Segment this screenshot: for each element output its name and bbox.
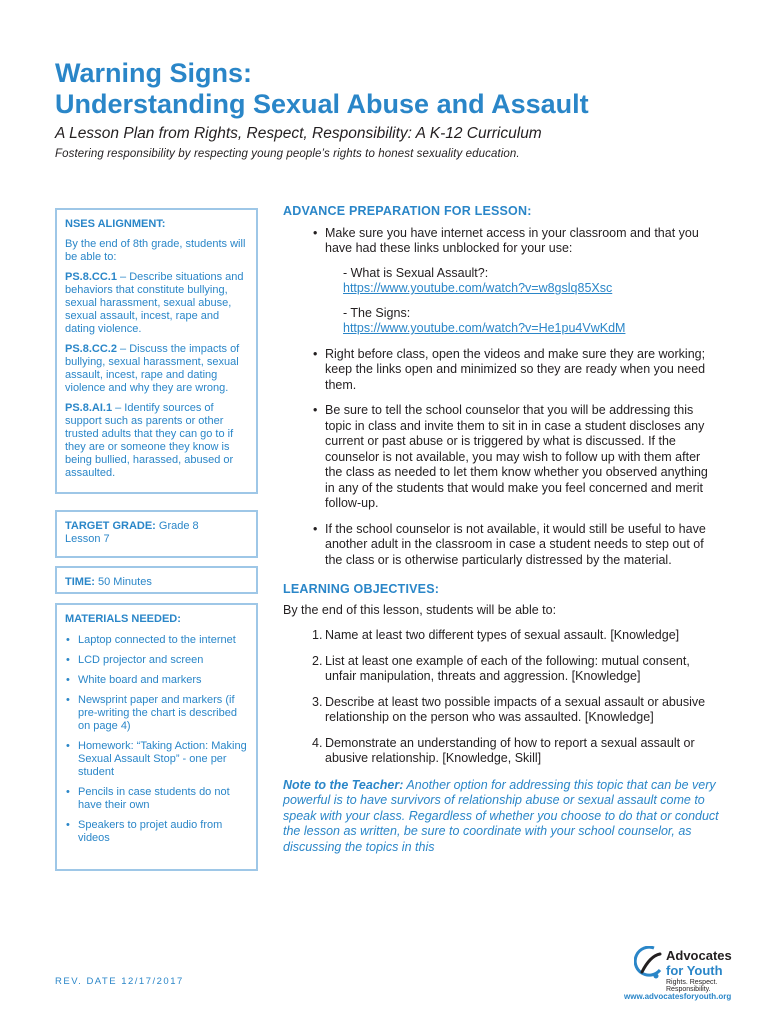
video-entry: [283, 306, 720, 337]
standard-code: PS.8.CC.1: [65, 271, 117, 283]
objective-number: 1.: [312, 628, 323, 642]
objective-item: [283, 654, 720, 685]
time-value: 50 Minutes: [94, 576, 152, 588]
standard-code: PS.8.CC.2: [65, 343, 117, 355]
advance-bullet: • If the school counselor is not available, it would still be useful to have another adult in the classroom in case a student needs to step out of the class or is otherwise particularly distressed by the material.: [283, 522, 720, 569]
page-title: [55, 58, 745, 120]
video-link[interactable]: https://www.youtube.com/watch?v=w8gslq85Xsc: [343, 281, 613, 295]
objective-item: [283, 736, 720, 767]
time-box: [55, 566, 258, 594]
advocates-logo: [624, 944, 750, 1006]
video-link[interactable]: https://www.youtube.com/watch?v=He1pu4VwKdM: [343, 321, 626, 335]
time-label: TIME:: [65, 576, 95, 588]
teacher-note: [283, 778, 720, 856]
note-text: Another option for addressing this topic that can be very powerful is to have survivors of relationship abuse or sexual assault come to speak with your class. Regardless of whether you choose to do that or conduct the lesson as written, be sure to coordinate with your school counselor, as discussing the topics in this: [283, 777, 719, 854]
materials-heading: MATERIALS NEEDED:: [65, 613, 181, 625]
advance-prep-heading: ADVANCE PREPARATION FOR LESSON:: [283, 204, 532, 218]
nses-standard: [65, 402, 248, 480]
logo-tagline: Rights. Respect. Responsibility.: [666, 979, 718, 993]
tagline: Fostering responsibility by respecting young people’s rights to honest sexuality education.: [55, 148, 520, 160]
list-item: • Homework: “Taking Action: Making Sexual Assault Stop” - one per student: [65, 740, 248, 779]
standard-text: – Discuss the impacts of bullying, sexual harassment, sexual assault, incest, rape and dating violence and why they are wrong.: [65, 343, 240, 394]
list-item: • Laptop connected to the internet: [65, 634, 248, 647]
main-content: [283, 204, 720, 855]
target-grade-box: [55, 510, 258, 558]
objective-text: Name at least two different types of sexual assault. [Knowledge]: [325, 628, 680, 642]
nses-alignment-box: [55, 208, 258, 494]
target-label: TARGET GRADE:: [65, 520, 156, 532]
objective-number: 4.: [312, 735, 323, 750]
video-label: - The Signs:: [343, 305, 411, 320]
advance-bullet: • Right before class, open the videos and make sure they are working; keep the links open and minimized so they are ready when you need them.: [283, 347, 720, 394]
nses-standard: [65, 343, 248, 395]
standard-code: PS.8.AI.1: [65, 402, 113, 414]
nses-intro: By the end of 8th grade, students will be able to:: [65, 238, 246, 263]
standard-text: – Identify sources of support such as parents or other trusted adults that they can go to if they are or someone they know is being bullied, harassed, abused or assaulted.: [65, 402, 234, 479]
logo-url[interactable]: www.advocatesforyouth.org: [624, 992, 732, 1001]
advance-bullet: • Make sure you have internet access in your classroom and that you have had these links unblocked for your use:: [283, 226, 720, 257]
list-item: • Newsprint paper and markers (if pre-writing the chart is described on page 4): [65, 694, 248, 733]
objective-text: Demonstrate an understanding of how to report a sexual assault or abusive relationship. [Knowledge, Skill]: [325, 735, 695, 765]
nses-heading: NSES ALIGNMENT:: [65, 218, 166, 230]
materials-list: [65, 634, 248, 845]
logo-name-line-2: for Youth: [666, 963, 723, 978]
objective-item: [283, 695, 720, 726]
video-entry: [283, 266, 720, 297]
learning-objectives-heading: LEARNING OBJECTIVES:: [283, 582, 440, 596]
nses-standard: [65, 271, 248, 336]
objective-number: 2.: [312, 653, 323, 668]
advance-bullet: • Be sure to tell the school counselor that you will be addressing this topic in class and invite them to sit in in case a student discloses any current or past abuse or is triggered by what is discussed. If the counselor is not available, you may wish to follow up with them after the class as needed to let them know whether you observed anything in any of the students that would make you feel concerned and merit follow-up.: [283, 403, 720, 512]
objectives-intro: By the end of this lesson, students will be able to:: [283, 602, 557, 617]
objective-number: 3.: [312, 694, 323, 709]
note-label: Note to the Teacher:: [283, 777, 404, 792]
list-item: • Pencils in case students do not have their own: [65, 786, 248, 812]
target-lesson: Lesson 7: [65, 533, 110, 545]
revision-date: REV. DATE 12/17/2017: [55, 976, 184, 987]
standard-text: – Describe situations and behaviors that constitute bullying, sexual harassment, sexual abuse, sexual assault, incest, rape and dating violence.: [65, 271, 244, 335]
subtitle: A Lesson Plan from Rights, Respect, Responsibility: A K-12 Curriculum: [55, 125, 542, 142]
logo-name-line-1: Advocates: [666, 948, 732, 963]
list-item: • LCD projector and screen: [65, 654, 248, 667]
objective-text: Describe at least two possible impacts of a sexual assault or abusive relationship on the person who was assaulted. [Knowledge]: [325, 694, 706, 724]
objective-text: List at least one example of each of the following: mutual consent, unfair manipulation, threats and aggression. [Knowledge]: [325, 653, 690, 683]
list-item: • Speakers to projet audio from videos: [65, 819, 248, 845]
video-label: - What is Sexual Assault?:: [343, 265, 489, 280]
list-item: • White board and markers: [65, 674, 248, 687]
target-grade: Grade 8: [155, 520, 199, 532]
logo-mark-icon: [634, 946, 664, 980]
materials-box: [55, 603, 258, 871]
title-line-1: Warning Signs:: [55, 58, 252, 88]
title-line-2: Understanding Sexual Abuse and Assault: [55, 89, 589, 119]
objective-item: [283, 628, 720, 644]
